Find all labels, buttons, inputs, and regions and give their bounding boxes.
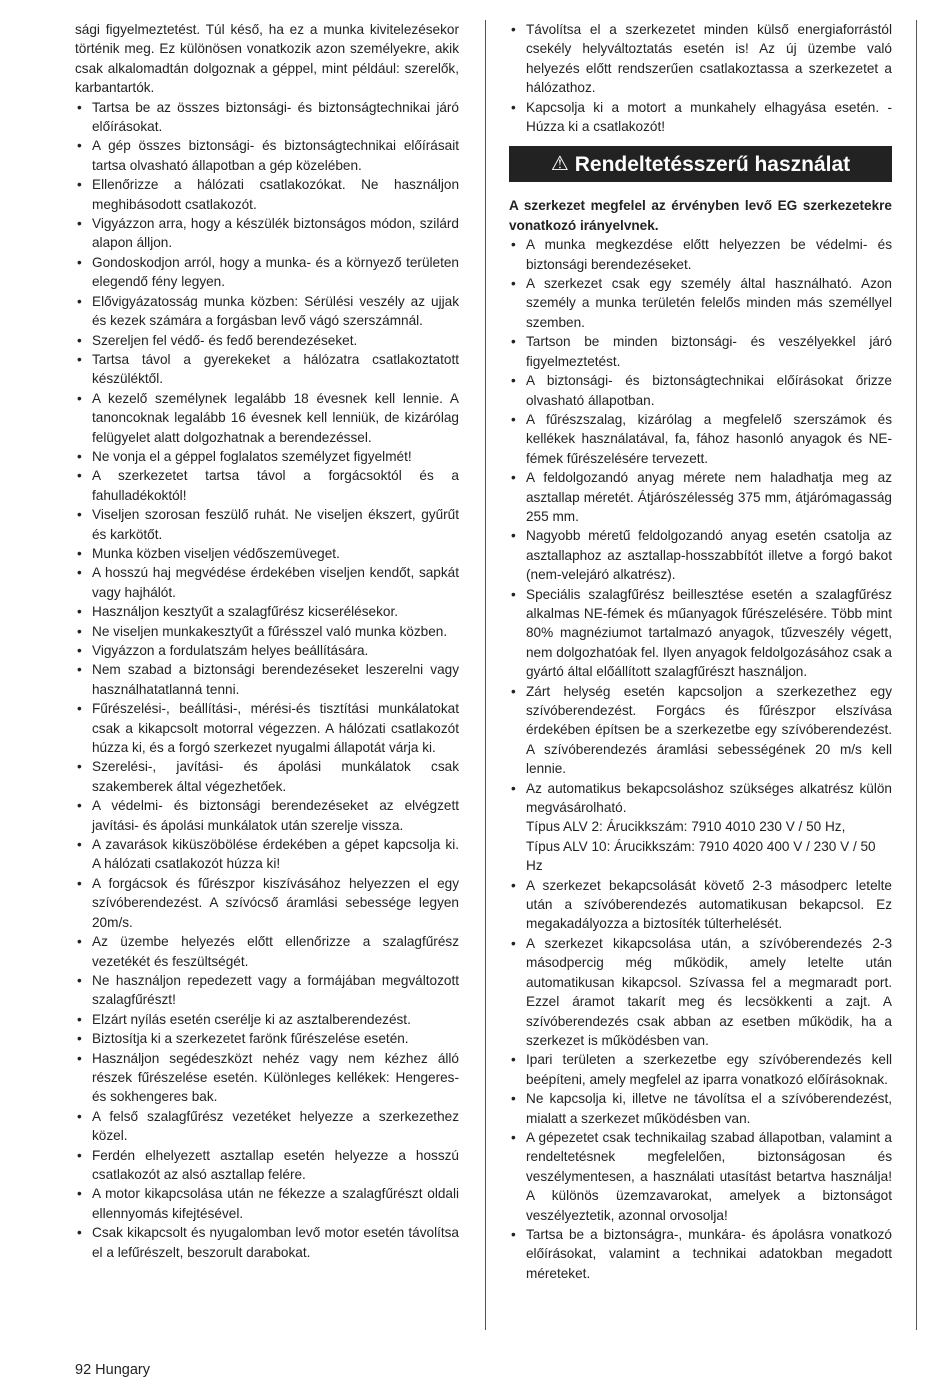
page-number: 92 (75, 1362, 92, 1378)
list-item: • Ellenőrizze a hálózati csatlakozókat. Ne használjon meghibásodott csatlakozót. (75, 175, 459, 214)
list-item: • Biztosítja ki a szerkezetet farönk fűrészelése esetén. (75, 1029, 459, 1048)
list-item: • Tartsa be az összes biztonsági- és biztonságtechnikai járó előírásokat. (75, 98, 459, 137)
list-item: • A motor kikapcsolása után ne fékezze a szalagfűrészt oldali ellennyomás kifejtésével. (75, 1184, 459, 1223)
list-item: • Munka közben viseljen védőszemüveget. (75, 544, 459, 563)
list-item: • Zárt helység esetén kapcsoljon a szerkezethez egy szívóberendezést. Forgács és fűrészpor elszívása érdekében építsen be a szerkezetbe egy szívóberendezést. A szívóberendezés áramlási sebességének 20 m/s kell lennie. (509, 682, 892, 779)
list-item: • A feldolgozandó anyag mérete nem haladhatja meg az asztallap méretét. Átjárószélesség 375 mm, átjárómagasság 255 mm. (509, 468, 892, 526)
page-edge-rule (916, 20, 917, 1330)
list-item: • Vigyázzon arra, hogy a készülék biztonságos módon, szilárd alapon álljon. (75, 214, 459, 253)
list-item: • Használjon segédeszközt nehéz vagy nem kézhez álló részek fűrészelése esetén. Különleges kellékek: Hengeres- és sokhengeres bak. (75, 1049, 459, 1107)
list-item: • A felső szalagfűrész vezetéket helyezze a szerkezethez közel. (75, 1107, 459, 1146)
list-item: • A biztonsági- és biztonságtechnikai előírásokat őrizze olvasható állapotban. (509, 371, 892, 410)
list-item: • Elzárt nyílás esetén cserélje ki az asztalberendezést. (75, 1010, 459, 1029)
footer-language: Hungary (95, 1362, 150, 1378)
list-item: • A hosszú haj megvédése érdekében viseljen kendőt, sapkát vagy hajhálót. (75, 563, 459, 602)
list-item: • Gondoskodjon arról, hogy a munka- és a környező területen elegendő fény legyen. (75, 253, 459, 292)
list-item: • Ipari területen a szerkezetbe egy szívóberendezés kell beépíteni, amely megfelel az iparra vonatkozó előírásoknak. (509, 1050, 892, 1089)
list-item: • A gépezetet csak technikailag szabad állapotban, valamint a rendeltetésnek megfelelően, biztonságosan és veszélymentesen, a használati utasítást betartva használja! A különös üzemzavarokat, amelyek a biztonságot veszélyeztetik, azonnal orvosolja! (509, 1128, 892, 1225)
page-footer (75, 1362, 150, 1378)
list-item: • Ne használjon repedezett vagy a formájában megváltozott szalagfűrészt! (75, 971, 459, 1010)
list-item: • A szerkezetet tartsa távol a forgácsoktól és a fahulladékoktól! (75, 466, 459, 505)
list-item: • Ne vonja el a géppel foglalatos személyzet figyelmét! (75, 447, 459, 466)
list-item: • A szerkezet kikapcsolása után, a szívóberendezés 2-3 másodpercig még működik, amely letelte után automatikusan kikapcsol. Szívassa fel a megmaradt port. Ezzel áramot takarít meg és lecsökkenti a zajt. A szívóberendezés csak abban az esetben működik, ha a szerkezet is működésben van. (509, 934, 892, 1050)
warning-triangle-icon: ⚠ (550, 152, 569, 175)
list-item: • Nagyobb méretű feldolgozandó anyag esetén csatolja az asztallaphoz az asztallap-hosszabbítót illetve a forgó bakot (nem-velejáró alkatrész). (509, 526, 892, 584)
list-item: • Tartsa távol a gyerekeket a hálózatra csatlakoztatott készüléktől. (75, 350, 459, 389)
list-item: • Fűrészelési-, beállítási-, mérési-és tisztítási munkálatokat csak a kikapcsolt motorral végezzen. A hálózati csatlakozót húzza ki, és a forgó szerkezet nyugalmi állapotát várja ki. (75, 699, 459, 757)
list-item: • Távolítsa el a szerkezetet minden külső energiaforrástól csekély helyváltoztatás esetén is! Az új üzembe való helyezés előtt rendszerűen csatlakoztassa a szerkezetet a hálózathoz. (509, 20, 892, 98)
list-item: • A zavarások kiküszöbölése érdekében a gépet kapcsolja ki. A hálózati csatlakozót húzza ki! (75, 835, 459, 874)
intro-paragraph: sági figyelmeztetést. Túl késő, ha ez a munka kivitelezésekor történik meg. Ez különösen vonatkozik azon személyekre, akik csak alkalomadtán dolgoznak a géppel, mint például: szerelők, karbantartók. (75, 22, 459, 96)
list-item: • Vigyázzon a fordulatszám helyes beállítására. (75, 641, 459, 660)
list-item: • A forgácsok és fűrészpor kiszívásához helyezzen el egy szívóberendezést. A szívócső áramlási sebessége legyen 20m/s. (75, 874, 459, 932)
list-item: • Tartsa be a biztonságra-, munkára- és ápolásra vonatkozó előírásokat, valamint a technikai adatokban megadott méreteket. (509, 1225, 892, 1283)
list-item: • Szereljen fel védő- és fedő berendezéseket. (75, 331, 459, 350)
list-item: • Kapcsolja ki a motort a munkahely elhagyása esetén. - Húzza ki a csatlakozót! (509, 98, 892, 137)
list-item: • A fűrészszalag, kizárólag a megfelelő szerszámok és kellékek használatával, fa, fához hasonló anyagok és NE-fémek fűrészelésére tervezett. (509, 410, 892, 468)
list-item: • A kezelő személynek legalább 18 évesnek kell lennie. A tanoncoknak legalább 16 évesnek kell lenniük, de kizárólag felügyelet alatt dolgozhatnak a berendezéssel. (75, 389, 459, 447)
list-item: • A szerkezet csak egy személy által használható. Azon személy a munka területén felelős minden más személlyel szemben. (509, 274, 892, 332)
type-spec-line: Típus ALV 10: Árucikkszám: 7910 4020 400 V / 230 V / 50 Hz (526, 838, 876, 874)
list-item: • Speciális szalagfűrész beillesztése esetén a szalagfűrész alkalmas NE-fémek és műanyagok fűrészelésére. Több mint 80% magnéziumot tartalmazó anyagok, tűzveszély végett, nem dolgozhatóak fel. Ilyen anyagok feldolgozásához csak a gyártó által előállított szalagfűrészt használjon. (509, 585, 892, 682)
list-item: • Az üzembe helyezés előtt ellenőrizze a szalagfűrész vezetékét és feszültségét. (75, 932, 459, 971)
column-divider (485, 20, 486, 1330)
list-item: • Ne viseljen munkakesztyűt a fűrésszel való munka közben. (75, 622, 459, 641)
safety-list-continued (509, 20, 892, 136)
type-spec-line: Típus ALV 2: Árucikkszám: 7910 4010 230 V / 50 Hz, (526, 819, 846, 835)
list-item: • Használjon kesztyűt a szalagfűrész kicserélésekor. (75, 602, 459, 621)
left-column (75, 20, 459, 1262)
list-item: • Viseljen szorosan feszülő ruhát. Ne viseljen ékszert, gyűrűt és karkötőt. (75, 505, 459, 544)
list-item: • Tartson be minden biztonsági- és veszélyekkel járó figyelmeztetést. (509, 332, 892, 371)
section-heading (509, 146, 892, 182)
list-item: • Elővigyázatosság munka közben: Sérülési veszély az ujjak és kezek számára a forgásban levő vágó szerszámnál. (75, 292, 459, 331)
list-item: • A gép összes biztonsági- és biztonságtechnikai előírásait tartsa olvasható állapotban a gép közelében. (75, 136, 459, 175)
list-item: • A védelmi- és biztonsági berendezéseket az elvégzett javítási- és ápolási munkálatok után szerelje vissza. (75, 796, 459, 835)
list-item: • Csak kikapcsolt és nyugalomban levő motor esetén távolítsa el a lefűrészelt, beszorult darabokat. (75, 1223, 459, 1262)
list-item: • Ferdén elhelyezett asztallap esetén helyezze a hosszú csatlakozót az alsó asztallap felére. (75, 1146, 459, 1185)
list-item: • Nem szabad a biztonsági berendezéseket leszerelni vagy használhatatlanná tenni. (75, 660, 459, 699)
safety-list (75, 98, 459, 1262)
list-item: • A munka megkezdése előtt helyezzen be védelmi- és biztonsági berendezéseket. (509, 235, 892, 274)
right-column (509, 20, 892, 1283)
section-heading-text: Rendeltetésszerű használat (574, 152, 851, 176)
list-item: • Szerelési-, javítási- és ápolási munkálatok csak szakemberek által végezhetőek. (75, 757, 459, 796)
lead-text: A szerkezet megfelel az érvényben levő EG szerkezetekre vonatkozó irányelvnek. (509, 198, 892, 233)
intended-use-list (509, 235, 892, 1283)
list-item: • Ne kapcsolja ki, illetve ne távolítsa el a szívóberendezést, mialatt a szerkezet működésben van. (509, 1089, 892, 1128)
list-item: • A szerkezet bekapcsolását követő 2-3 másodperc letelte után a szívóberendezés automatikusan bekapcsol. Ez megakadályozza a biztosíték túlterhelését. (509, 876, 892, 934)
list-item: • Az automatikus bekapcsoláshoz szükséges alkatrész külön megvásárolható. Típus ALV 2: Árucikkszám: 7910 4010 230 V / 50 Hz, Típus ALV 10: Árucikkszám: 7910 4020 400 V / 230 V / 50 Hz (509, 779, 892, 876)
